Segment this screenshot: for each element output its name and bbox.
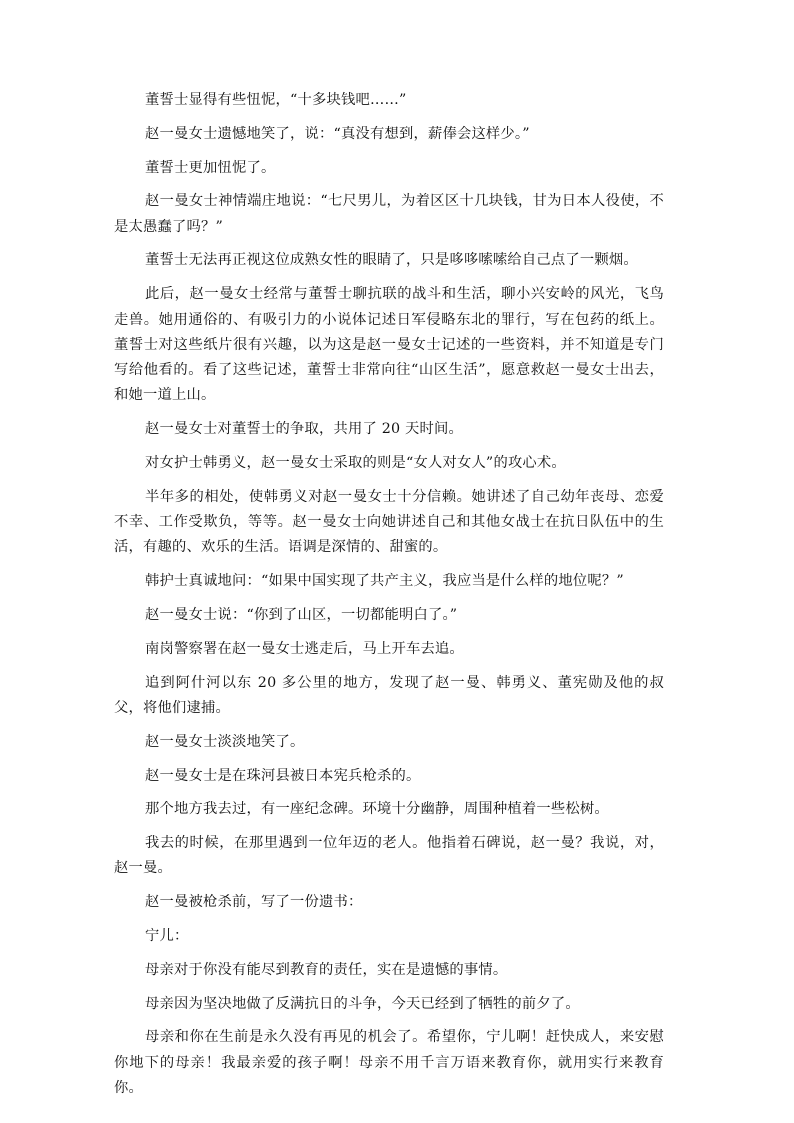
paragraph: 董誓士更加忸怩了。 <box>145 159 276 176</box>
paragraph: 宁儿： <box>145 928 189 945</box>
paragraph: 追到阿什河以东 20 多公里的地方，发现了赵一曼、韩勇义、董宪勋及他的叔父，将他们逮捕。 <box>114 674 664 716</box>
paragraph: 那个地方我去过，有一座纪念碑。环境十分幽静，周围种植着一些松树。 <box>145 801 609 818</box>
body-text <box>114 88 664 1110</box>
paragraph: 母亲因为坚决地做了反满抗日的斗争，今天已经到了牺牲的前夕了。 <box>145 995 580 1012</box>
paragraph: 赵一曼女士淡淡地笑了。 <box>145 733 305 750</box>
paragraph: 赵一曼女士神情端庄地说：“七尺男儿，为着区区十几块钱，甘为日本人役使，不是太愚蠢了吗？” <box>114 193 664 235</box>
paragraph: 母亲和你在生前是永久没有再见的机会了。希望你，宁儿啊！赶快成人，来安慰你地下的母亲！我最亲爱的孩子啊！母亲不用千言万语来教育你，就用实行来教育你。 <box>114 1029 664 1096</box>
paragraph: 赵一曼女士是在珠河县被日本宪兵枪杀的。 <box>145 767 421 784</box>
paragraph: 董誓士显得有些忸怩，“十多块钱吧……” <box>145 92 407 108</box>
paragraph: 韩护士真诚地问：“如果中国实现了共产主义，我应当是什么样的地位呢？” <box>145 573 624 590</box>
paragraph: 此后，赵一曼女士经常与董誓士聊抗联的战斗和生活，聊小兴安岭的风光，飞鸟走兽。她用通俗的、有吸引力的小说体记述日军侵略东北的罪行，写在包药的纸上。董誓士对这些纸片很有兴趣，以为这是赵一曼女士记述的一些资料，并不知道是专门写给他看的。看了这些记述，董誓士非常向往“山区生活”，愿意救赵一曼女士出去，和她一道上山。 <box>114 286 664 404</box>
paragraph: 赵一曼被枪杀前，写了一份遗书： <box>145 894 363 911</box>
paragraph: 赵一曼女士对董誓士的争取，共用了 20 天时间。 <box>145 421 464 438</box>
paragraph: 董誓士无法再正视这位成熟女性的眼睛了，只是哆哆嗦嗦给自己点了一颗烟。 <box>145 252 638 269</box>
paragraph: 我去的时候，在那里遇到一位年迈的老人。他指着石碑说，赵一曼？我说，对，赵一曼。 <box>114 835 664 877</box>
paragraph: 赵一曼女士说：“你到了山区，一切都能明白了。” <box>145 607 458 624</box>
paragraph: 赵一曼女士遗憾地笑了，说：“真没有想到，薪俸会这样少。” <box>145 125 530 142</box>
paragraph: 对女护士韩勇义，赵一曼女士采取的则是“女人对女人”的攻心术。 <box>145 455 566 472</box>
paragraph: 南岗警察署在赵一曼女士逃走后，马上开车去追。 <box>145 640 464 657</box>
paragraph: 母亲对于你没有能尽到教育的责任，实在是遗憾的事情。 <box>145 961 508 978</box>
paragraph: 半年多的相处，使韩勇义对赵一曼女士十分信赖。她讲述了自己幼年丧母、恋爱不幸、工作受欺负，等等。赵一曼女士向她讲述自己和其他女战士在抗日队伍中的生活，有趣的、欢乐的生活。语调是深情的、甜蜜的。 <box>114 488 664 556</box>
